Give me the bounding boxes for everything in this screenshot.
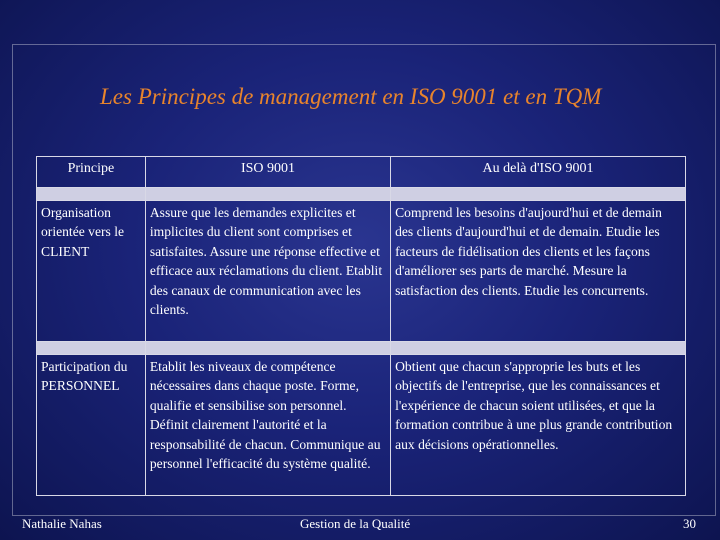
footer-page-number: 30 — [683, 516, 696, 531]
table-row — [37, 201, 686, 342]
footer-author: Nathalie Nahas — [22, 516, 102, 531]
cell-beyond: Comprend les besoins d'aujourd'hui et de demain des clients d'aujourd'hui et de demain. Etudie les facteurs de fidélisation des clients et les façons d'améliorer ses parts de marché. Mesure la satisfaction des clients. Etudie les concurrents. — [391, 201, 686, 342]
cell-beyond: Obtient que chacun s'approprie les buts et les objectifs de l'entreprise, que les connaissances et l'expérience de chacun soient utilisées, et que la formation contribue à une plus grande contribution aux décisions opérationnelles. — [391, 355, 686, 496]
table-header-row — [37, 157, 686, 188]
header-principe: Principe — [37, 157, 146, 188]
cell-principe: Organisation orientée vers le CLIENT — [37, 201, 146, 342]
table-separator — [37, 188, 686, 201]
table-row — [37, 355, 686, 496]
footer-course: Gestion de la Qualité — [300, 516, 411, 531]
header-au-dela: Au delà d'ISO 9001 — [391, 157, 686, 188]
cell-iso: Assure que les demandes explicites et implicites du client sont comprises et satisfaites. Assure une réponse effective et efficace aux réclamations du client. Etablit des canaux de communication avec les clients. — [145, 201, 390, 342]
table-separator — [37, 342, 686, 355]
slide-title: Les Principes de management en ISO 9001 et en TQM — [100, 84, 602, 109]
cell-iso: Etablit les niveaux de compétence nécessaires dans chaque poste. Forme, qualifie et sensibilise son personnel. Définit clairement l'autorité et la responsabilité de chacun. Communique au personnel l'efficacité du système qualité. — [145, 355, 390, 496]
cell-principe: Participation du PERSONNEL — [37, 355, 146, 496]
principles-table — [36, 156, 686, 496]
header-iso-9001: ISO 9001 — [145, 157, 390, 188]
